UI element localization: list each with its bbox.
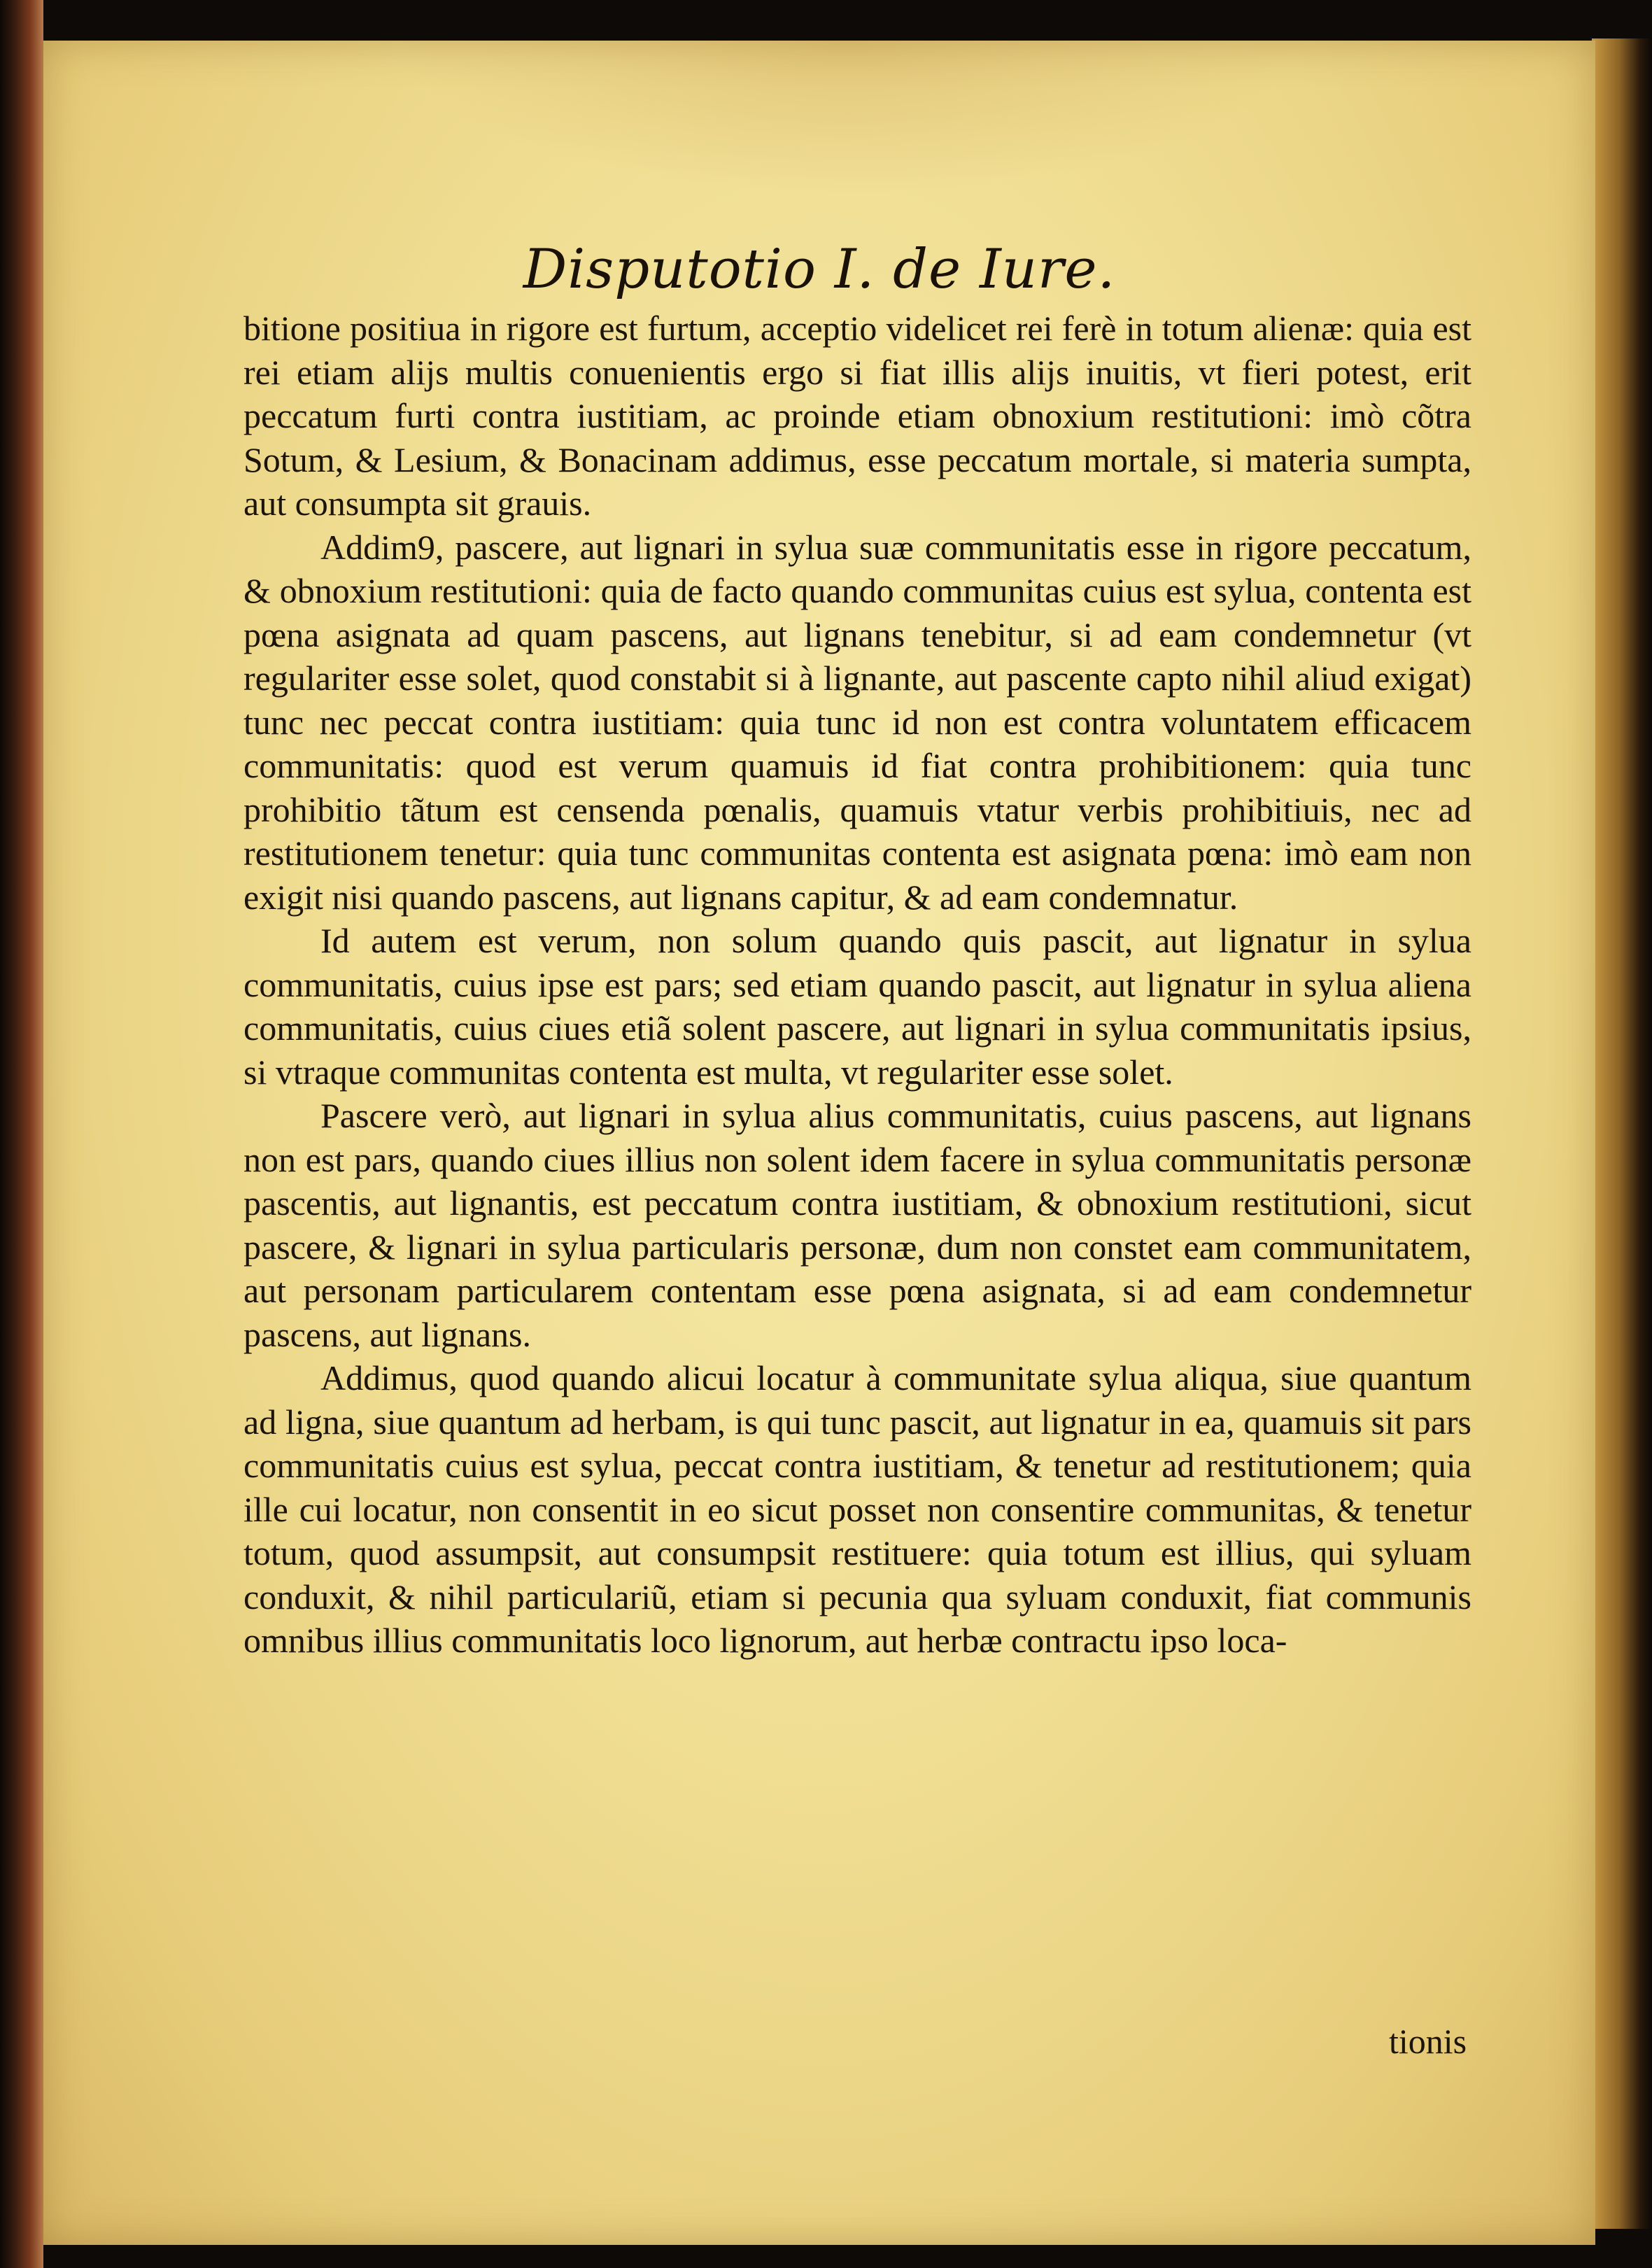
paragraph: bitione positiua in rigore est furtum, acceptio videlicet rei ferè in totum alienæ: quia est rei etiam alijs multis conuenientis ergo si fiat illis alijs inuitis, vt fieri potest, erit peccatum furti contra iustitiam, ac proinde etiam obnoxium restitutioni: imò cõtra Sotum, & Lesium, & Bonacinam addimus, esse peccatum mortale, si materia sumpta, aut consumpta sit grauis. (243, 309, 1471, 523)
book-page-edge (1592, 38, 1652, 2229)
paragraph: Pascere verò, aut lignari in sylua alius communitatis, cuius pascens, aut lignans non est pars, quando ciues illius non solent idem facere in sylua communitatis personæ pascentis, aut lignantis, est peccatum contra iustitiam, & obnoxium restitutioni, sicut pascere, & lignari in sylua particularis personæ, dum non constet eam communitatem, aut personam particularem contentam esse pœna asignata, si ad eam condemnetur pascens, aut lignans. (243, 1096, 1471, 1354)
water-stain (393, 41, 1303, 195)
body-text (243, 307, 1471, 1663)
paragraph: Addimus, quod quando alicui locatur à communitate sylua aliqua, siue quantum ad ligna, siue quantum ad herbam, is qui tunc pascit, aut lignatur in ea, quamuis sit pars communitatis cuius est sylua, peccat contra iustitiam, & tenetur ad restitutionem; quia ille cui locatur, non consentit in eo sicut posset non consentire communitas, & tenetur totum, quod assumpsit, aut consumpsit restituere: quia totum est illius, qui syluam conduxit, & nihil particulariũ, etiam si pecunia qua syluam conduxit, fiat communis omnibus illius communitatis loco lignorum, aut herbæ contractu ipso loca- (243, 1358, 1471, 1660)
catchword: tionis (1389, 2022, 1467, 2061)
paragraph: Id autem est verum, non solum quando quis pascit, aut lignatur in sylua communitatis, cuius ipse est pars; sed etiam quando pascit, aut lignatur in sylua aliena communitatis, cuius ciues etiã solent pascere, aut lignari in sylua communitatis ipsius, si vtraque communitas contenta est multa, vt regulariter esse solet. (243, 921, 1471, 1092)
running-head: Disputotio I. de Iure. (523, 238, 1116, 301)
book-spine-edge (0, 0, 43, 2268)
paragraph: Addim9, pascere, aut lignari in sylua suæ communitatis esse in rigore peccatum, & obnoxium restitutioni: quia de facto quando communitas cuius est sylua, contenta est pœna asignata ad quam pascens, aut lignans tenebitur, si ad eam condemnetur (vt regulariter esse solet, quod constabit si à lignante, aut pascente capto nihil aliud exigat) tunc nec peccat contra iustitiam: quia tunc id non est contra voluntatem efficacem communitatis: quod est verum quamuis id fiat contra prohibitionem: quia tunc prohibitio tãtum est censenda pœnalis, quamuis vtatur verbis prohibitiuis, nec ad restitutionem tenetur: quia tunc communitas contenta est asignata pœna: imò eam non exigit nisi quando pascens, aut lignans capitur, & ad eam condemnatur. (243, 527, 1471, 917)
